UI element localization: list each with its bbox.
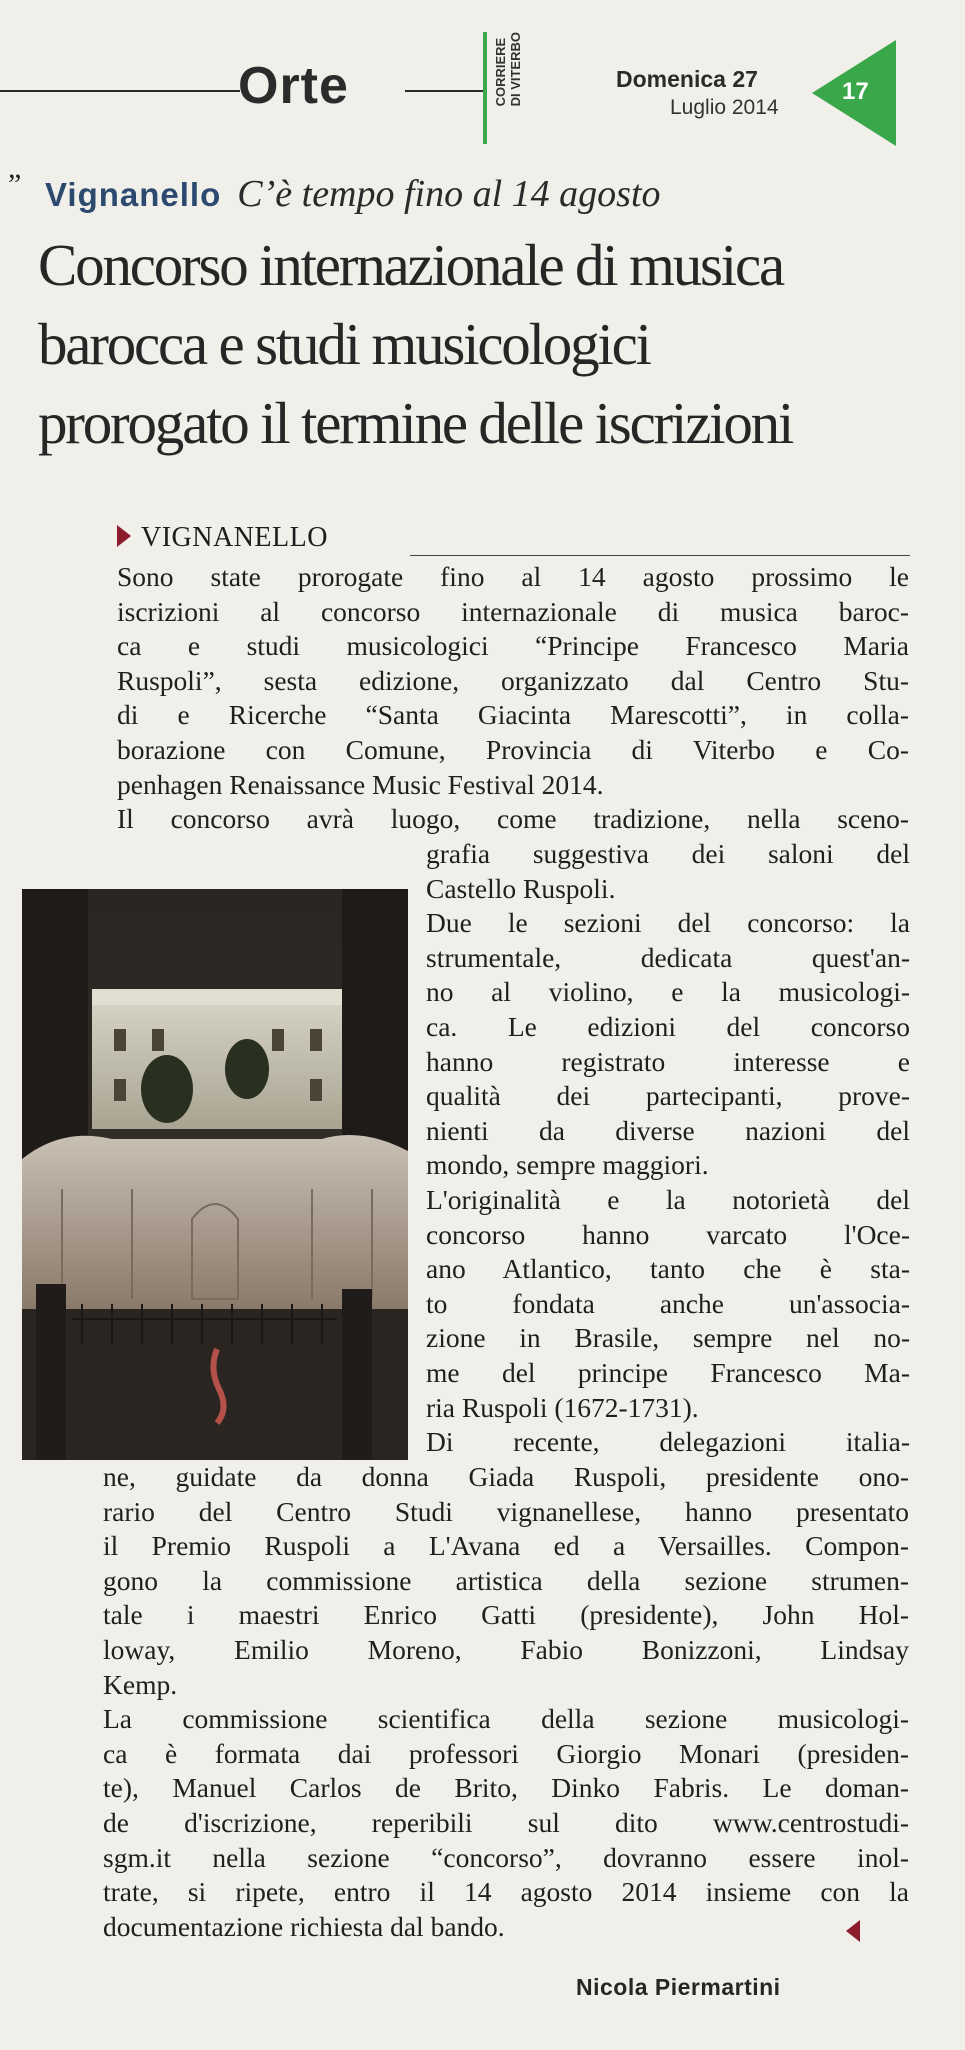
page-number: 17 <box>842 78 869 105</box>
body-column-beside-photo <box>426 837 910 1460</box>
article-headline <box>38 226 938 463</box>
header-rule-mid <box>405 90 483 92</box>
masthead-line-1: CORRIERE <box>493 37 508 107</box>
body-line: L'originalità e la notorietà del <box>426 1183 910 1215</box>
stray-quote-mark: ” <box>8 168 22 201</box>
article-kicker <box>45 172 661 216</box>
body-line: Il concorso avrà luogo, come tradizione, nella sceno- <box>117 803 909 835</box>
body-line: loway, Emilio Moreno, Fabio Bonizzoni, Lindsay <box>103 1633 909 1665</box>
body-line: ne, guidate da donna Giada Ruspoli, presidente ono- <box>103 1461 909 1492</box>
body-line: ano Atlantico, tanto che è sta- <box>426 1253 910 1285</box>
body-line: mondo, sempre maggiori. <box>426 1149 709 1181</box>
dateline-arrow-icon <box>117 525 131 547</box>
header-rule-left <box>0 90 240 92</box>
kicker-subtitle: C’è tempo fino al 14 agosto <box>237 173 661 215</box>
body-line: ca e studi musicologici “Principe Francesco Maria <box>117 630 909 662</box>
headline-line: prorogato il termine delle iscrizioni <box>38 390 793 456</box>
newspaper-masthead <box>483 32 531 144</box>
end-of-article-icon <box>846 1920 860 1942</box>
body-line: Ruspoli”, sesta edizione, organizzato dal Centro Stu- <box>117 664 909 696</box>
body-line: Castello Ruspoli. <box>426 872 616 904</box>
body-line: te), Manuel Carlos de Brito, Dinko Fabris. Le doman- <box>103 1772 909 1804</box>
body-line: tale i maestri Enrico Gatti (presidente), John Hol- <box>103 1599 909 1631</box>
headline-line: barocca e studi musicologici <box>38 311 650 377</box>
body-line: penhagen Renaissance Music Festival 2014. <box>117 768 604 800</box>
body-line: ca. Le edizioni del concorso <box>426 1010 910 1042</box>
body-line: La commissione scientifica della sezione musicologi- <box>103 1703 909 1735</box>
body-column-top <box>117 560 909 837</box>
body-line: strumentale, dedicata quest'an- <box>426 941 910 973</box>
kicker-place: Vignanello <box>45 176 222 213</box>
castle-night-image <box>22 889 408 1460</box>
body-line: ria Ruspoli (1672-1731). <box>426 1391 699 1423</box>
castle-photo <box>22 889 408 1460</box>
body-line: me del principe Francesco Ma- <box>426 1356 910 1388</box>
body-line: di e Ricerche “Santa Giacinta Marescotti”, in colla- <box>117 699 909 731</box>
body-line: gono la commissione artistica della sezione strumen- <box>103 1564 909 1596</box>
body-line: il Premio Ruspoli a L'Avana ed a Versailles. Compon- <box>103 1530 909 1562</box>
dateline-text: VIGNANELLO <box>141 522 328 553</box>
body-column-bottom <box>103 1460 909 1944</box>
body-line: Due le sezioni del concorso: la <box>426 907 910 939</box>
section-title: Orte <box>238 57 349 115</box>
body-line: Di recente, delegazioni italia- <box>426 1426 910 1458</box>
issue-date-day: Domenica 27 <box>616 66 758 92</box>
body-line: de d'iscrizione, reperibili sul dito www.centrostudi- <box>103 1806 909 1838</box>
body-line: nienti da diverse nazioni del <box>426 1114 910 1146</box>
body-line: iscrizioni al concorso internazionale di musica baroc- <box>117 595 909 627</box>
issue-date-month: Luglio 2014 <box>670 96 779 119</box>
article-dateline <box>117 522 328 554</box>
body-line: ca è formata dai professori Giorgio Monari (presiden- <box>103 1737 909 1769</box>
body-line: hanno registrato interesse e <box>426 1045 910 1077</box>
article-author: Nicola Piermartini <box>576 1974 781 2000</box>
body-line: no al violino, e la musicologi- <box>426 976 910 1008</box>
body-line: Kemp. <box>103 1668 178 1700</box>
body-line: to fondata anche un'associa- <box>426 1287 910 1319</box>
body-line: documentazione richiesta dal bando. <box>103 1910 505 1942</box>
headline-line: Concorso internazionale di musica <box>38 232 783 298</box>
body-line: sgm.it nella sezione “concorso”, dovranno essere inol- <box>103 1841 909 1873</box>
body-line: trate, si ripete, entro il 14 agosto 2014 insieme con la <box>103 1876 909 1908</box>
body-line: grafia suggestiva dei saloni del <box>426 838 910 869</box>
body-line: Sono state prorogate fino al 14 agosto prossimo le <box>117 561 909 592</box>
body-line: borazione con Comune, Provincia di Viterbo e Co- <box>117 733 909 765</box>
body-line: zione in Brasile, sempre nel no- <box>426 1322 910 1354</box>
body-line: concorso hanno varcato l'Oce- <box>426 1218 910 1250</box>
page-number-tab <box>812 40 896 146</box>
body-line: rario del Centro Studi vignanellese, hanno presentato <box>103 1495 909 1527</box>
dateline-rule <box>410 555 910 556</box>
body-line: qualità dei partecipanti, prove- <box>426 1080 910 1112</box>
masthead-line-2: DI VITERBO <box>508 32 523 107</box>
